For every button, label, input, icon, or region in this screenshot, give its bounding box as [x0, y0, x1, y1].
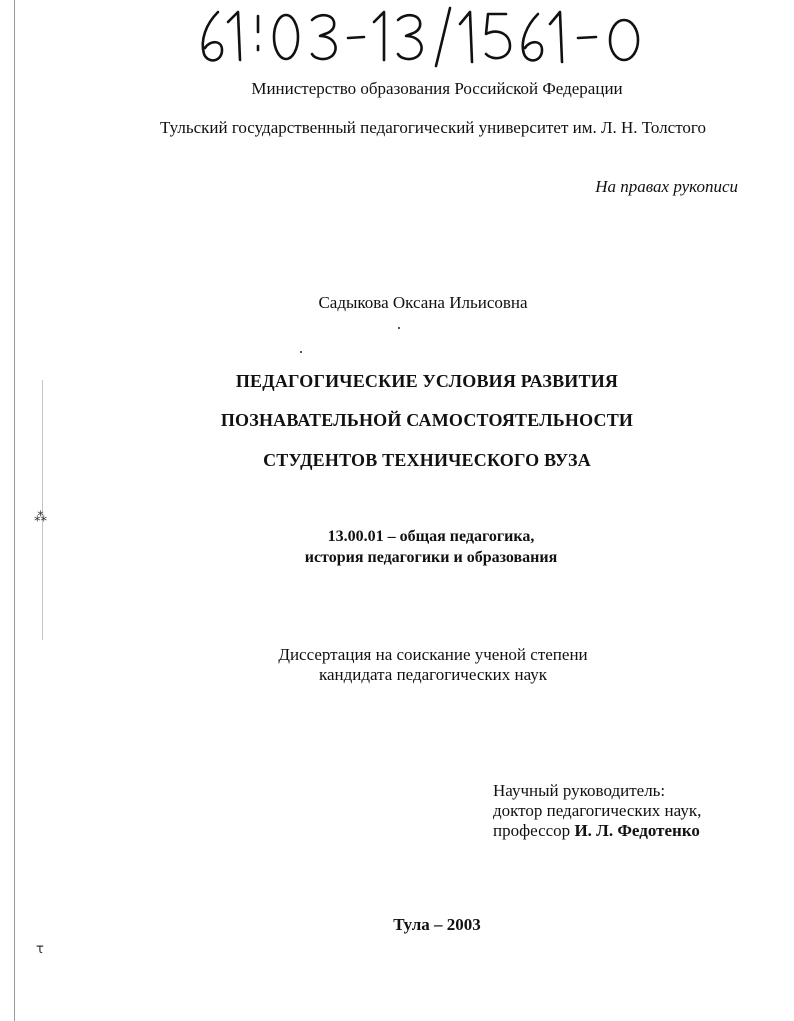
scan-artifact-mark: ⁂: [34, 510, 47, 525]
ministry-name: Министерство образования Российской Федерации: [251, 79, 623, 98]
manuscript-rights-note: На правах рукописи: [595, 177, 738, 196]
dissertation-title-line-2: ПОЗНАВАТЕЛЬНОЙ САМОСТОЯТЕЛЬНОСТИ: [220, 410, 634, 430]
supervisor-title-name: [493, 821, 700, 841]
dissertation-title-line-1: ПЕДАГОГИЧЕСКИЕ УСЛОВИЯ РАЗВИТИЯ: [235, 371, 619, 391]
supervisor-name: И. Л. Федотенко: [574, 821, 700, 840]
scan-artifact-mark: τ: [36, 942, 44, 957]
scan-speck: [398, 327, 400, 329]
supervisor-title: профессор: [493, 821, 571, 840]
specialty-code-line: 13.00.01 – общая педагогика,: [327, 528, 535, 545]
scan-speck: [300, 351, 302, 353]
supervisor-label: Научный руководитель:: [493, 781, 666, 800]
dissertation-type-line-2: кандидата педагогических наук: [318, 665, 548, 684]
city-year: Тула – 2003: [393, 915, 481, 934]
supervisor-degree: доктор педагогических наук,: [493, 801, 702, 820]
author-name: Садыкова Оксана Ильисовна: [318, 293, 528, 312]
binding-edge-line: [14, 0, 15, 1021]
university-name: Тульский государственный педагогический университет им. Л. Н. Толстого: [160, 118, 706, 137]
handwritten-catalog-number: [188, 2, 688, 72]
dissertation-type-line-1: Диссертация на соискание ученой степени: [278, 645, 588, 664]
specialty-name-line: история педагогики и образования: [304, 549, 558, 566]
dissertation-title-line-3: СТУДЕНТОВ ТЕХНИЧЕСКОГО ВУЗА: [263, 450, 591, 470]
